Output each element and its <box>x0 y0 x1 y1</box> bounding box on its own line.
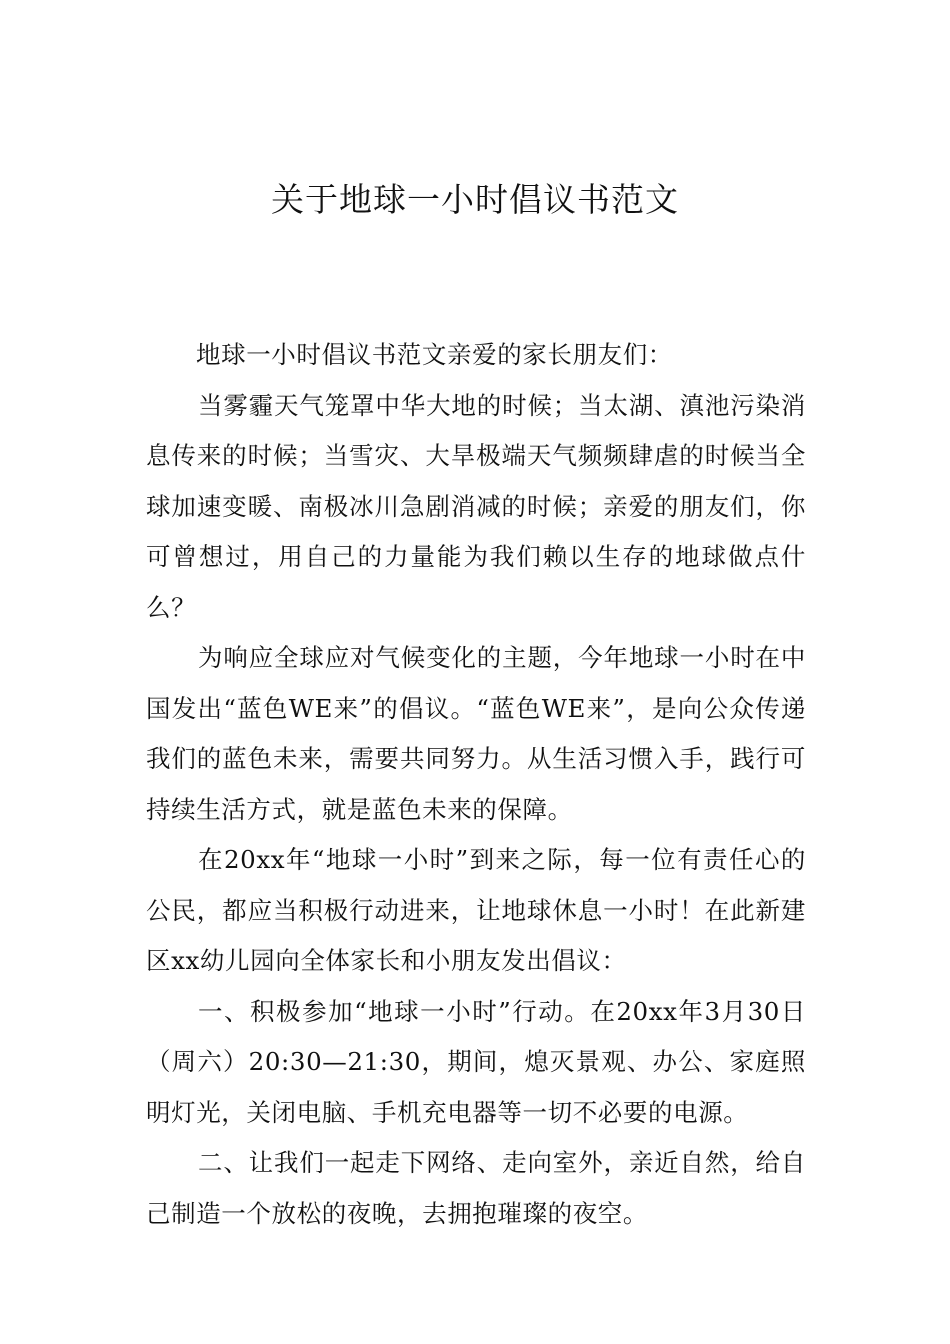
paragraph-proposal-two: 二、让我们一起走下网络、走向室外，亲近自然，给自己制造一个放松的夜晚，去拥抱璀璨的夜空。 <box>146 1148 806 1228</box>
paragraph-theme: 为响应全球应对气候变化的主题，今年地球一小时在中国发出“蓝色WE来”的倡议。“蓝色WE来”，是向公众传递我们的蓝色未来，需要共同努力。从生活习惯入手，践行可持续生活方式，就是蓝色未来的保障。 <box>146 643 806 824</box>
paragraph-greeting: 地球一小时倡议书范文亲爱的家长朋友们： <box>196 340 673 369</box>
paragraph-call-to-action: 在20xx年“地球一小时”到来之际，每一位有责任心的公民，都应当积极行动进来，让地球休息一小时！在此新建区xx幼儿园向全体家长和小朋友发出倡议： <box>146 845 806 975</box>
paragraph-intro: 当雾霾天气笼罩中华大地的时候；当太湖、滇池污染消息传来的时候；当雪灾、大旱极端天气频频肆虐的时候当全球加速变暖、南极冰川急剧消减的时候；亲爱的朋友们，你可曾想过，用自己的力量能为我们赖以生存的地球做点什么？ <box>146 390 806 622</box>
document-title: 关于地球一小时倡议书范文 <box>271 180 679 219</box>
document-body <box>146 330 806 1239</box>
paragraph-proposal-one: 一、积极参加“地球一小时”行动。在20xx年3月30日（周六）20:30—21:30，期间，熄灭景观、办公、家庭照明灯光，关闭电脑、手机充电器等一切不必要的电源。 <box>146 996 806 1127</box>
